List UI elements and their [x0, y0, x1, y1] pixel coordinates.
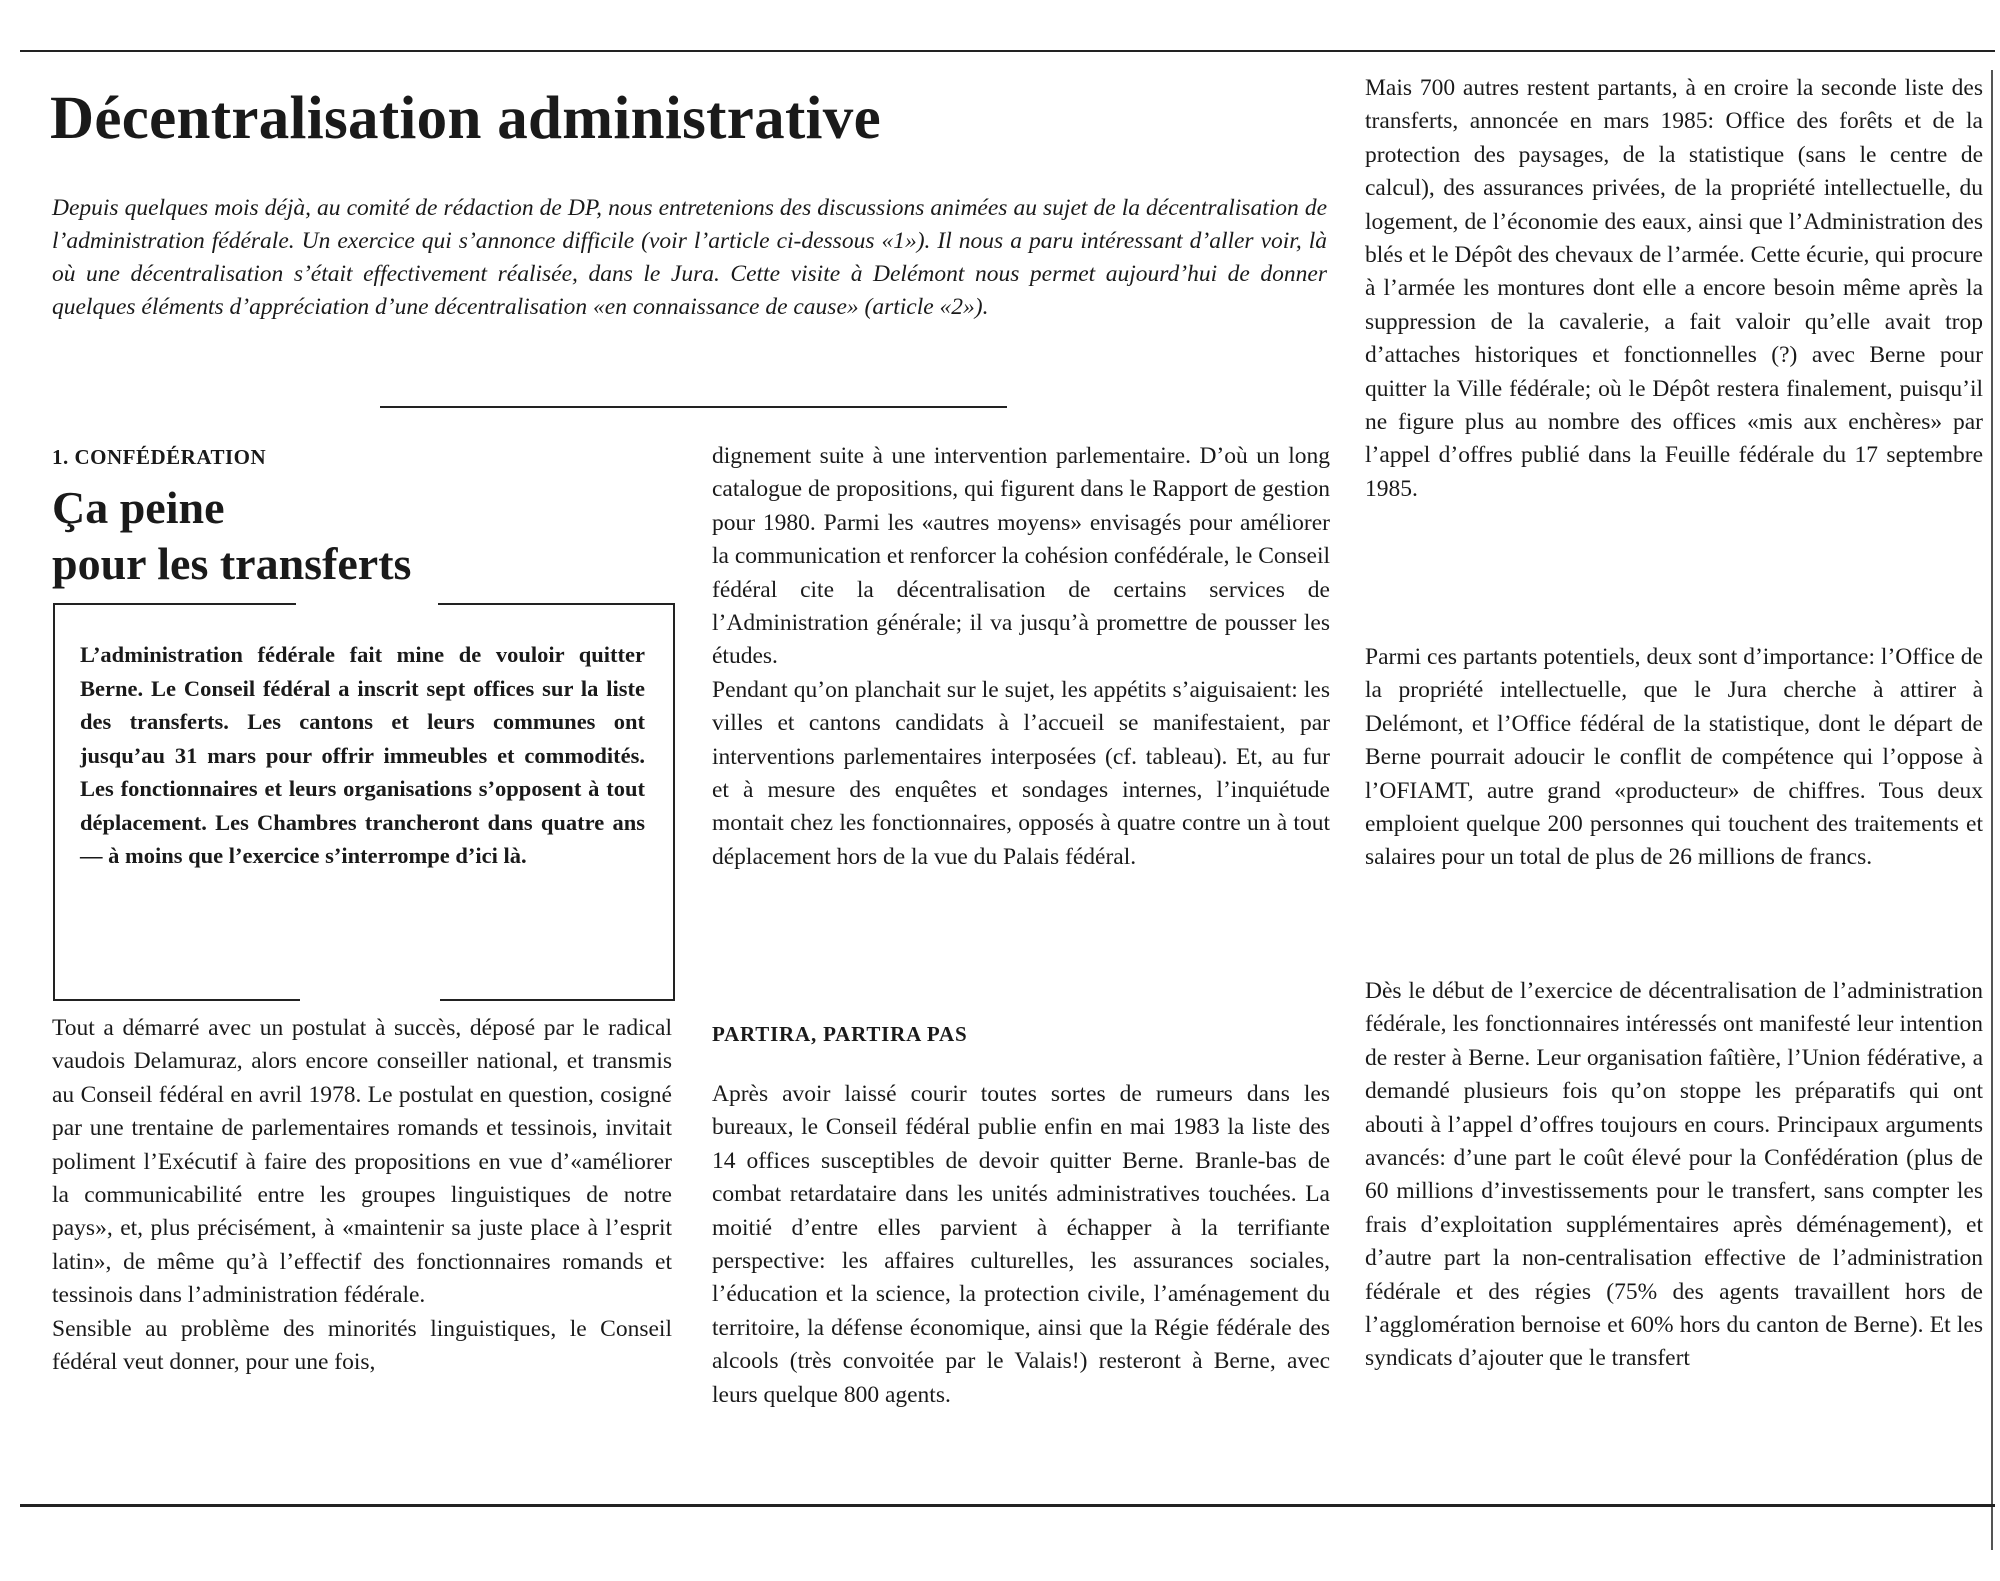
column-3-paragraph-3: Dès le début de l’exercice de décentralisation de l’administration fédérale, les fonctionnaires intéressés ont manifesté leur intention de rester à Berne. Leur organisation faîtière, l’Union fédérative, a demandé plusieurs fois qu’on stoppe les préparatifs qui ont abouti à l’appel d’offres toujours en cours. Principaux arguments avancés: d’une part le coût élevé pour la Confédération (plus de 60 millions d’investissements pour le transfert, sans compter les frais d’exploitation supplémentaires après déménagement), et d’autre part la non-centralisation effective de l’administration fédérale et des régies (75% des agents travaillent hors de l’agglomération bernoise et 60% hors du canton de Berne). Et les syndicats d’ajouter que le transfert [1365, 978, 1983, 1372]
bottom-rule [20, 1504, 1995, 1507]
lead-box-gap-top [296, 599, 438, 608]
column-3-bottom [1365, 975, 1983, 1376]
lead-text: L’administration fédérale fait mine de vouloir quitter Berne. Le Conseil fédéral a inscrit sept offices sur la liste des transferts. Les cantons et leurs communes ont jusqu’au 31 mars pour offrir immeubles et commodités. Les fonctionnaires et leurs organisations s’opposent à tout déplacement. Les Chambres trancheront dans quatre ans — à moins que l’exercice s’interrompe d’ici là. [80, 642, 645, 868]
column-3-paragraph-2: Parmi ces partants potentiels, deux sont d’importance: l’Office de la propriété intellectuelle, que le Jura cherche à attirer à Delémont, et l’Office fédéral de la statistique, dont le départ de Berne pourrait adoucir le conflit de compétence qui l’oppose à l’OFIAMT, autre grand «producteur» de chiffres. Tous deux emploient quelque 200 personnes qui touchent des traitements et salaires pour un total de plus de 26 millions de francs. [1365, 644, 1983, 871]
article-title: Décentralisation administrative [50, 85, 881, 152]
top-rule [20, 50, 1995, 52]
page-edge-mark [1991, 70, 1993, 1550]
section-subtitle [52, 480, 652, 592]
column-2-paragraph-2: Pendant qu’on planchait sur le sujet, les appétits s’aiguisaient: les villes et cantons candidats à l’accueil se manifestaient, par interventions parlementaires interposées (cf. tableau). Et, au fur et à mesure des enquêtes et sondages internes, l’inquiétude montait chez les fonctionnaires, opposés à quatre contre un à tout déplacement hors de la vue du Palais fédéral. [712, 676, 1330, 870]
column-3-top [1365, 72, 1983, 506]
column-2-paragraph-1: dignement suite à une intervention parlementaire. D’où un long catalogue de propositions, qui figurent dans le Rapport de gestion pour 1980. Parmi les «autres moyens» envisagés pour améliorer la communication et renforcer la cohésion confédérale, le Conseil fédéral cite la décentralisation de certains services de l’Administration générale; il va jusqu’à promettre de pousser les études. [712, 443, 1330, 670]
lead-box-gap-bottom [300, 995, 440, 1005]
column-1 [52, 1012, 672, 1379]
subtitle-line-2: pour les transferts [52, 538, 412, 589]
subtitle-line-1: Ça peine [52, 482, 225, 533]
article-intro: Depuis quelques mois déjà, au comité de rédaction de DP, nous entretenions des discussions animées au sujet de la décentralisation de l’administration fédérale. Un exercice qui s’annonce difficile (voir l’article ci-dessous «1»). Il nous a paru intéressant d’aller voir, là où une décentralisation s’était effectivement réalisée, dans le Jura. Cette visite à Delémont nous permet aujourd’hui de donner quelques éléments d’appréciation d’une décentralisation «en connaissance de cause» (article «2»). [52, 195, 1327, 320]
column-2-heading: PARTIRA, PARTIRA PAS [712, 1022, 968, 1046]
column-2-top [712, 440, 1330, 874]
column-2-paragraph-3: Après avoir laissé courir toutes sortes de rumeurs dans les bureaux, le Conseil fédéral publie enfin en mai 1983 la liste des 14 offices susceptibles de devoir quitter Berne. Branle-bas de combat retardataire dans les unités administratives touchées. La moitié d’entre elles parvient à échapper à la terrifiante perspective: les affaires culturelles, les assurances sociales, l’éducation et la science, la protection civile, l’aménagement du territoire, la défense économique, ainsi que la Régie fédérale des alcools (très convoitée par le Valais!) resteront à Berne, avec leurs quelque 800 agents. [712, 1081, 1330, 1408]
section-label: 1. CONFÉDÉRATION [52, 445, 267, 469]
column-3-middle [1365, 641, 1983, 875]
column-2-bottom [712, 1078, 1330, 1412]
intro-divider [380, 406, 1007, 408]
column-1-paragraph-1: Tout a démarré avec un postulat à succès, déposé par le radical vaudois Delamuraz, alors encore conseiller national, et transmis au Conseil fédéral en avril 1978. Le postulat en question, cosigné par une trentaine de parlementaires romands et tessinois, invitait poliment l’Exécutif à faire des propositions en vue d’«améliorer la communicabilité entre les groupes linguistiques de notre pays», et, plus précisément, à «maintenir sa juste place à l’esprit latin», de même qu’à l’effectif des fonctionnaires romands et tessinois dans l’administration fédérale. [52, 1015, 672, 1309]
column-1-paragraph-2: Sensible au problème des minorités linguistiques, le Conseil fédéral veut donner, pour une fois, [52, 1315, 672, 1376]
column-3-paragraph-1: Mais 700 autres restent partants, à en croire la seconde liste des transferts, annoncée en mars 1985: Office des forêts et de la protection des paysages, de la statistique (sans le centre de calcul), des assurances privées, de la propriété intellectuelle, du logement, de l’économie des eaux, ainsi que l’Administration des blés et le Dépôt des chevaux de l’armée. Cette écurie, qui procure à l’armée les montures dont elle a encore besoin même après la suppression de la cavalerie, a fait valoir qu’elle avait trop d’attaches historiques et fonctionnelles (?) avec Berne pour quitter la Ville fédérale; où le Dépôt restera finalement, puisqu’il ne figure plus au nombre des offices «mis aux enchères» par l’appel d’offres publié dans la Feuille fédérale du 17 septembre 1985. [1365, 75, 1983, 502]
